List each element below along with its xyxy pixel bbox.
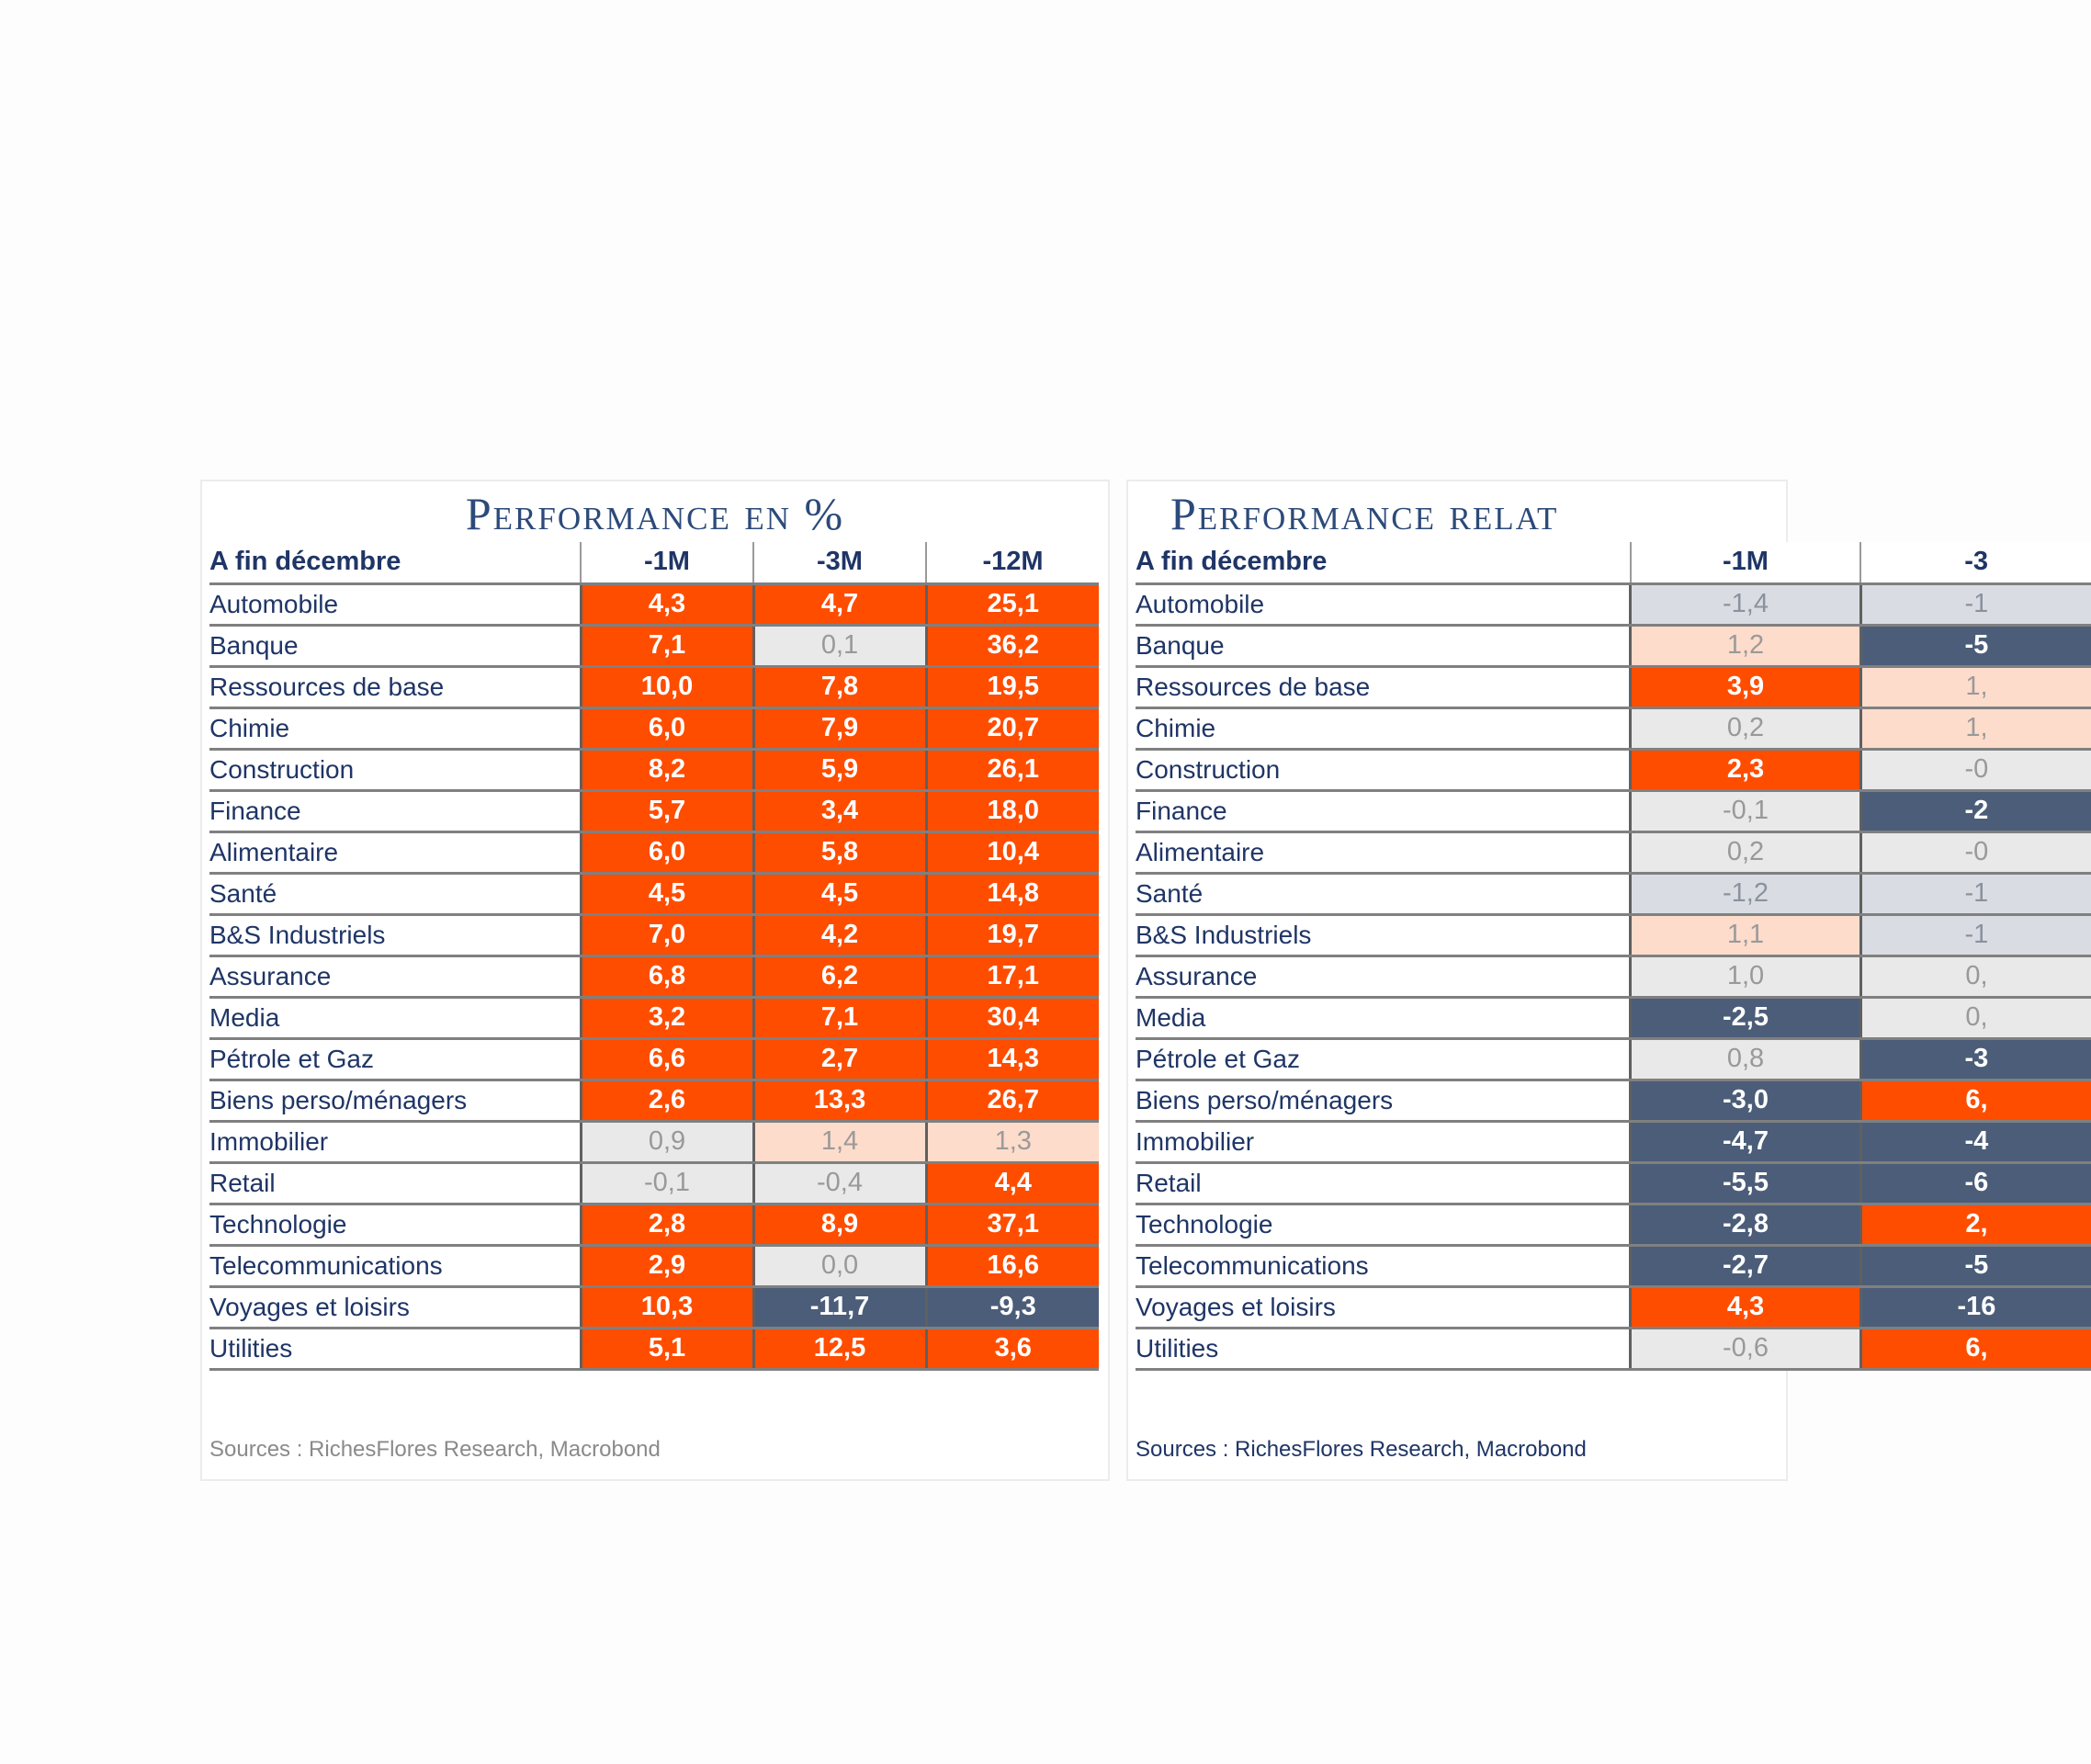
table-row [1136, 1121, 2091, 1162]
value-cell: 0,2 [1631, 707, 1861, 749]
value-cell: -5 [1860, 1245, 2091, 1286]
column-header: -12M [926, 542, 1099, 583]
value-cell: 1,0 [1631, 956, 1861, 997]
value-cell: -1,4 [1631, 583, 1861, 625]
value-cell: 7,1 [753, 997, 926, 1038]
value-cell: 2,8 [581, 1204, 753, 1245]
row-label: Utilities [1136, 1328, 1631, 1369]
table-row [1136, 914, 2091, 956]
table-row [209, 666, 1099, 707]
value-cell: 1,4 [753, 1121, 926, 1162]
value-cell: 5,8 [753, 831, 926, 873]
value-cell: -0 [1860, 749, 2091, 790]
table-row [209, 1121, 1099, 1162]
performance-relative-table [1136, 542, 2091, 1371]
value-cell: 1,1 [1631, 914, 1861, 956]
table-row [1136, 1162, 2091, 1204]
row-label: Alimentaire [1136, 831, 1631, 873]
value-cell: 26,1 [926, 749, 1099, 790]
table-row [1136, 707, 2091, 749]
header-row [209, 542, 1099, 583]
row-label: Retail [209, 1162, 581, 1204]
value-cell: 16,6 [926, 1245, 1099, 1286]
table-row [209, 873, 1099, 914]
value-cell: 3,4 [753, 790, 926, 831]
value-cell: 5,7 [581, 790, 753, 831]
value-cell: -5 [1860, 625, 2091, 666]
table-row [209, 831, 1099, 873]
value-cell: -6 [1860, 1162, 2091, 1204]
table-row [1136, 1080, 2091, 1121]
value-cell: 1, [1860, 707, 2091, 749]
value-cell: 0, [1860, 997, 2091, 1038]
value-cell: 0,2 [1631, 831, 1861, 873]
row-header-label: A fin décembre [1136, 542, 1631, 583]
value-cell: -9,3 [926, 1286, 1099, 1328]
value-cell: 4,5 [581, 873, 753, 914]
row-label: Automobile [209, 583, 581, 625]
value-cell: 4,7 [753, 583, 926, 625]
table-row [1136, 1038, 2091, 1080]
value-cell: 5,9 [753, 749, 926, 790]
table-row [209, 914, 1099, 956]
table-row [209, 625, 1099, 666]
value-cell: -11,7 [753, 1286, 926, 1328]
value-cell: 10,0 [581, 666, 753, 707]
table-row [209, 707, 1099, 749]
row-label: Pétrole et Gaz [209, 1038, 581, 1080]
row-label: Ressources de base [1136, 666, 1631, 707]
value-cell: 36,2 [926, 625, 1099, 666]
value-cell: 8,2 [581, 749, 753, 790]
row-label: Utilities [209, 1328, 581, 1369]
row-label: Media [1136, 997, 1631, 1038]
row-label: Technologie [1136, 1204, 1631, 1245]
value-cell: -1 [1860, 914, 2091, 956]
table-row [209, 1080, 1099, 1121]
row-label: Construction [1136, 749, 1631, 790]
row-label: Immobilier [209, 1121, 581, 1162]
row-label: Voyages et loisirs [1136, 1286, 1631, 1328]
row-label: Banque [209, 625, 581, 666]
value-cell: 4,4 [926, 1162, 1099, 1204]
column-header: -1M [1631, 542, 1861, 583]
row-label: Finance [209, 790, 581, 831]
value-cell: 6, [1860, 1080, 2091, 1121]
value-cell: -2,5 [1631, 997, 1861, 1038]
row-label: Voyages et loisirs [209, 1286, 581, 1328]
value-cell: 2,3 [1631, 749, 1861, 790]
value-cell: -3,0 [1631, 1080, 1861, 1121]
value-cell: 4,3 [1631, 1286, 1861, 1328]
value-cell: -1,2 [1631, 873, 1861, 914]
table-row [1136, 749, 2091, 790]
row-label: Finance [1136, 790, 1631, 831]
value-cell: 3,2 [581, 997, 753, 1038]
row-label: Assurance [1136, 956, 1631, 997]
value-cell: 6,2 [753, 956, 926, 997]
table-row [209, 1328, 1099, 1369]
value-cell: 14,8 [926, 873, 1099, 914]
table-row [1136, 790, 2091, 831]
value-cell: 1,2 [1631, 625, 1861, 666]
table-row [209, 790, 1099, 831]
table-body [1136, 583, 2091, 1369]
table-row [1136, 583, 2091, 625]
value-cell: -4 [1860, 1121, 2091, 1162]
value-cell: 2,6 [581, 1080, 753, 1121]
row-label: Telecommunications [209, 1245, 581, 1286]
table-row [209, 956, 1099, 997]
row-label: Biens perso/ménagers [209, 1080, 581, 1121]
table-row [1136, 956, 2091, 997]
row-label: Santé [1136, 873, 1631, 914]
value-cell: 20,7 [926, 707, 1099, 749]
value-cell: -2 [1860, 790, 2091, 831]
row-label: Telecommunications [1136, 1245, 1631, 1286]
value-cell: 4,3 [581, 583, 753, 625]
value-cell: 10,3 [581, 1286, 753, 1328]
value-cell: 7,0 [581, 914, 753, 956]
value-cell: -0,1 [581, 1162, 753, 1204]
value-cell: 6,0 [581, 707, 753, 749]
value-cell: 8,9 [753, 1204, 926, 1245]
row-label: Automobile [1136, 583, 1631, 625]
value-cell: 6,8 [581, 956, 753, 997]
column-header: -3M [753, 542, 926, 583]
table-row [1136, 997, 2091, 1038]
value-cell: 4,2 [753, 914, 926, 956]
value-cell: 25,1 [926, 583, 1099, 625]
performance-absolute-panel [200, 480, 1110, 1481]
value-cell: 0,8 [1631, 1038, 1861, 1080]
row-label: Pétrole et Gaz [1136, 1038, 1631, 1080]
header-row [1136, 542, 2091, 583]
value-cell: 19,5 [926, 666, 1099, 707]
row-label: Immobilier [1136, 1121, 1631, 1162]
value-cell: -0,1 [1631, 790, 1861, 831]
value-cell: 19,7 [926, 914, 1099, 956]
table-row [1136, 625, 2091, 666]
value-cell: -0,6 [1631, 1328, 1861, 1369]
value-cell: 1,3 [926, 1121, 1099, 1162]
table-row [1136, 1328, 2091, 1369]
row-label: Biens perso/ménagers [1136, 1080, 1631, 1121]
table-row [1136, 831, 2091, 873]
table-row [209, 1162, 1099, 1204]
row-label: Technologie [209, 1204, 581, 1245]
table-row [209, 1204, 1099, 1245]
value-cell: -2,7 [1631, 1245, 1861, 1286]
value-cell: 1, [1860, 666, 2091, 707]
value-cell: -2,8 [1631, 1204, 1861, 1245]
row-label: Banque [1136, 625, 1631, 666]
value-cell: -0 [1860, 831, 2091, 873]
table-row [1136, 873, 2091, 914]
row-label: Alimentaire [209, 831, 581, 873]
row-label: Chimie [1136, 707, 1631, 749]
value-cell: 13,3 [753, 1080, 926, 1121]
column-header: -3 [1860, 542, 2091, 583]
value-cell: 30,4 [926, 997, 1099, 1038]
value-cell: 37,1 [926, 1204, 1099, 1245]
value-cell: -1 [1860, 583, 2091, 625]
value-cell: 6,0 [581, 831, 753, 873]
value-cell: 7,1 [581, 625, 753, 666]
row-label: Ressources de base [209, 666, 581, 707]
value-cell: 17,1 [926, 956, 1099, 997]
value-cell: -0,4 [753, 1162, 926, 1204]
value-cell: -4,7 [1631, 1121, 1861, 1162]
row-label: Chimie [209, 707, 581, 749]
table-row [209, 1245, 1099, 1286]
table-row [1136, 1245, 2091, 1286]
value-cell: 6, [1860, 1328, 2091, 1369]
table-body [209, 583, 1099, 1369]
value-cell: 7,9 [753, 707, 926, 749]
performance-absolute-table [209, 542, 1099, 1371]
value-cell: -16 [1860, 1286, 2091, 1328]
value-cell: 2,9 [581, 1245, 753, 1286]
value-cell: 26,7 [926, 1080, 1099, 1121]
value-cell: 7,8 [753, 666, 926, 707]
value-cell: -5,5 [1631, 1162, 1861, 1204]
value-cell: -1 [1860, 873, 2091, 914]
row-header-label: A fin décembre [209, 542, 581, 583]
value-cell: 2, [1860, 1204, 2091, 1245]
value-cell: 0,0 [753, 1245, 926, 1286]
table-row [209, 583, 1099, 625]
table-row [1136, 1204, 2091, 1245]
table-row [209, 1038, 1099, 1080]
table-row [209, 749, 1099, 790]
row-label: Retail [1136, 1162, 1631, 1204]
table-row [1136, 666, 2091, 707]
row-label: Santé [209, 873, 581, 914]
value-cell: 2,7 [753, 1038, 926, 1080]
row-label: B&S Industriels [1136, 914, 1631, 956]
row-label: Media [209, 997, 581, 1038]
row-label: Construction [209, 749, 581, 790]
value-cell: 3,9 [1631, 666, 1861, 707]
value-cell: 10,4 [926, 831, 1099, 873]
value-cell: -3 [1860, 1038, 2091, 1080]
value-cell: 18,0 [926, 790, 1099, 831]
value-cell: 4,5 [753, 873, 926, 914]
value-cell: 6,6 [581, 1038, 753, 1080]
performance-relative-panel [1126, 480, 1996, 1481]
panel-title: Performance relat [1170, 488, 1559, 539]
row-label: Assurance [209, 956, 581, 997]
panel-title: Performance en % [465, 488, 845, 539]
value-cell: 14,3 [926, 1038, 1099, 1080]
table-row [209, 1286, 1099, 1328]
value-cell: 0, [1860, 956, 2091, 997]
value-cell: 12,5 [753, 1328, 926, 1369]
table-row [209, 997, 1099, 1038]
value-cell: 5,1 [581, 1328, 753, 1369]
table-row [1136, 1286, 2091, 1328]
sources-note: Sources : RichesFlores Research, Macrobond [209, 1437, 661, 1462]
column-header: -1M [581, 542, 753, 583]
value-cell: 0,1 [753, 625, 926, 666]
row-label: B&S Industriels [209, 914, 581, 956]
value-cell: 0,9 [581, 1121, 753, 1162]
sources-note: Sources : RichesFlores Research, Macrobond [1136, 1437, 1587, 1462]
value-cell: 3,6 [926, 1328, 1099, 1369]
